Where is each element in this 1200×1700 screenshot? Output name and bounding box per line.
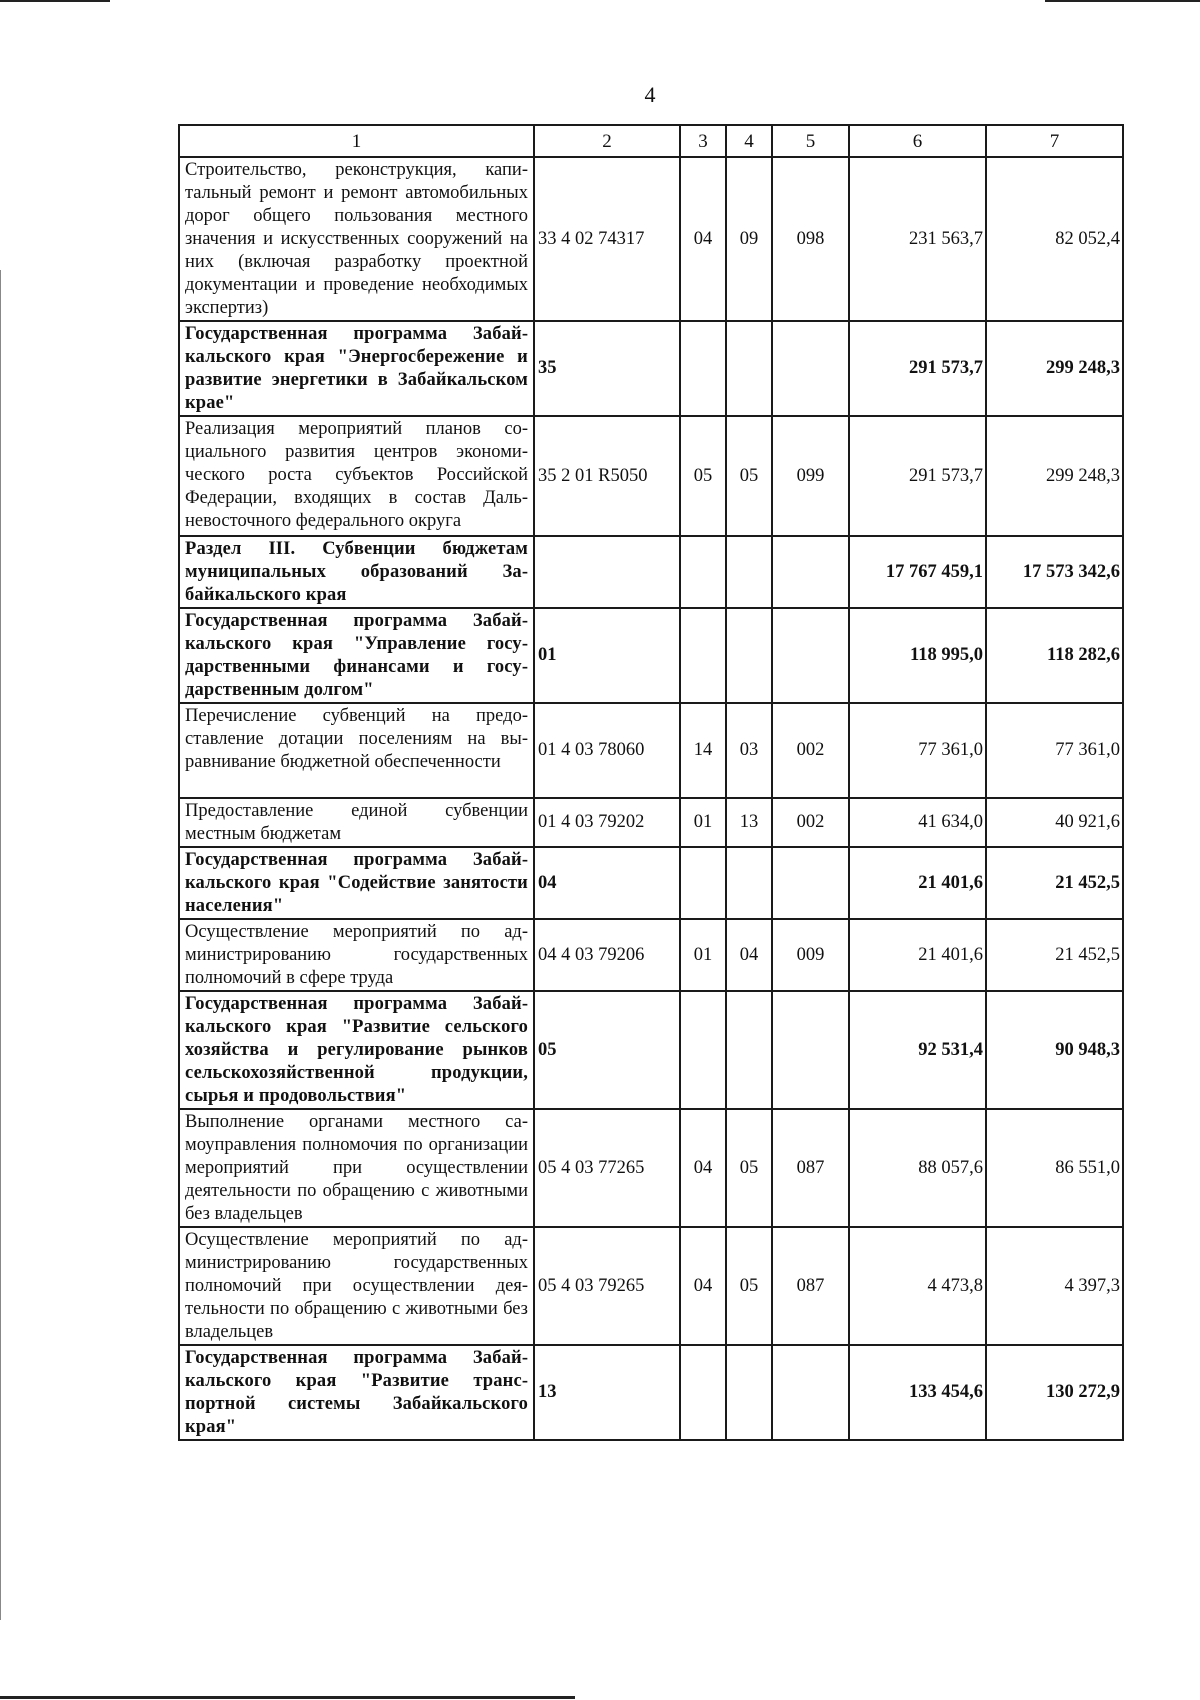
row-amount-year1-cell: 21 401,6	[849, 847, 986, 919]
table-row	[179, 1227, 1123, 1345]
row-amount-year1-cell: 291 573,7	[849, 416, 986, 536]
table-row	[179, 536, 1123, 608]
row-expense-type-cell: 002	[772, 703, 849, 798]
row-name-cell: Государственная программа Забайкальского края "Развитие транспортной системы Забайкальского края"	[179, 1345, 534, 1440]
row-name-cell: Осуществление мероприятий по администрированию государственных полномочий в сфере труда	[179, 919, 534, 991]
row-subsection-cell: 03	[726, 703, 772, 798]
row-amount-year2-cell: 17 573 342,6	[986, 536, 1123, 608]
row-expense-type-cell	[772, 608, 849, 703]
row-subsection-cell: 05	[726, 1109, 772, 1227]
row-section-cell	[680, 536, 726, 608]
row-section-cell	[680, 608, 726, 703]
row-amount-year1-cell: 291 573,7	[849, 321, 986, 416]
row-name-cell: Государственная программа Забайкальского края "Управление государственными финансами и государственным долгом"	[179, 608, 534, 703]
row-subsection-cell	[726, 847, 772, 919]
row-expense-type-cell	[772, 847, 849, 919]
row-section-cell: 04	[680, 1109, 726, 1227]
row-section-cell	[680, 991, 726, 1109]
row-section-cell: 04	[680, 157, 726, 321]
row-amount-year2-cell: 299 248,3	[986, 416, 1123, 536]
row-code-cell: 35	[534, 321, 680, 416]
row-subsection-cell: 13	[726, 798, 772, 847]
table-row	[179, 321, 1123, 416]
row-amount-year2-cell: 77 361,0	[986, 703, 1123, 798]
row-expense-type-cell	[772, 991, 849, 1109]
row-amount-year1-cell: 77 361,0	[849, 703, 986, 798]
row-expense-type-cell: 087	[772, 1227, 849, 1345]
table-row	[179, 991, 1123, 1109]
scan-artifact-bottom-left	[0, 1696, 575, 1699]
row-expense-type-cell: 098	[772, 157, 849, 321]
row-name-cell: Раздел III. Субвенции бюджетам муниципальных образований Забайкальского края	[179, 536, 534, 608]
row-section-cell: 14	[680, 703, 726, 798]
table-body	[179, 157, 1123, 1440]
row-code-cell: 13	[534, 1345, 680, 1440]
table-row	[179, 703, 1123, 798]
row-code-cell: 35 2 01 R5050	[534, 416, 680, 536]
scan-artifact-left-edge	[0, 270, 1, 1620]
table-row	[179, 1109, 1123, 1227]
row-subsection-cell: 09	[726, 157, 772, 321]
row-subsection-cell: 05	[726, 416, 772, 536]
row-name-cell: Реализация мероприятий планов социального развития центров экономического роста субъектов Российской Федерации, входящих в состав Дальневосточного федерального округа	[179, 416, 534, 536]
row-amount-year2-cell: 86 551,0	[986, 1109, 1123, 1227]
row-amount-year1-cell: 17 767 459,1	[849, 536, 986, 608]
row-subsection-cell	[726, 608, 772, 703]
table-row	[179, 847, 1123, 919]
row-section-cell: 01	[680, 798, 726, 847]
row-subsection-cell: 04	[726, 919, 772, 991]
row-amount-year1-cell: 133 454,6	[849, 1345, 986, 1440]
row-amount-year2-cell: 82 052,4	[986, 157, 1123, 321]
row-amount-year1-cell: 231 563,7	[849, 157, 986, 321]
row-amount-year1-cell: 4 473,8	[849, 1227, 986, 1345]
row-amount-year1-cell: 118 995,0	[849, 608, 986, 703]
row-expense-type-cell: 002	[772, 798, 849, 847]
row-name-cell: Выполнение органами местного самоуправления полномочия по организации мероприятий при осуществлении деятельности по обращению с животными без владельцев	[179, 1109, 534, 1227]
budget-table	[178, 124, 1124, 1441]
column-header: 5	[772, 125, 849, 157]
row-amount-year2-cell: 40 921,6	[986, 798, 1123, 847]
table-row	[179, 416, 1123, 536]
table-row	[179, 608, 1123, 703]
table-row	[179, 919, 1123, 991]
row-subsection-cell	[726, 536, 772, 608]
row-name-cell: Перечисление субвенций на предоставление дотации поселениям на выравнивание бюджетной обеспеченности	[179, 703, 534, 798]
row-expense-type-cell: 009	[772, 919, 849, 991]
row-name-cell: Государственная программа Забайкальского края "Развитие сельского хозяйства и регулирование рынков сельскохозяйственной продукции, сырья и продовольствия"	[179, 991, 534, 1109]
row-expense-type-cell	[772, 321, 849, 416]
row-section-cell: 05	[680, 416, 726, 536]
row-subsection-cell	[726, 321, 772, 416]
column-header: 2	[534, 125, 680, 157]
row-subsection-cell	[726, 991, 772, 1109]
row-section-cell	[680, 321, 726, 416]
column-header: 3	[680, 125, 726, 157]
row-expense-type-cell	[772, 1345, 849, 1440]
row-section-cell	[680, 1345, 726, 1440]
table-row	[179, 1345, 1123, 1440]
row-code-cell: 05 4 03 77265	[534, 1109, 680, 1227]
row-code-cell: 04 4 03 79206	[534, 919, 680, 991]
column-header: 1	[179, 125, 534, 157]
row-amount-year1-cell: 21 401,6	[849, 919, 986, 991]
row-code-cell: 05	[534, 991, 680, 1109]
row-code-cell: 05 4 03 79265	[534, 1227, 680, 1345]
page-number: 4	[644, 82, 656, 107]
scan-artifact-top-left	[0, 0, 110, 2]
table-header-row	[179, 125, 1123, 157]
row-expense-type-cell	[772, 536, 849, 608]
row-name-cell: Строительство, реконструкция, капитальный ремонт и ремонт автомобильных дорог общего пользования местного значения и искусственных сооружений на них (включая разработку проектной документации и проведение необходимых экспертиз)	[179, 157, 534, 321]
row-amount-year1-cell: 41 634,0	[849, 798, 986, 847]
row-code-cell	[534, 536, 680, 608]
row-code-cell: 01 4 03 78060	[534, 703, 680, 798]
row-section-cell: 01	[680, 919, 726, 991]
row-amount-year2-cell: 90 948,3	[986, 991, 1123, 1109]
row-name-cell: Предоставление единой субвенции местным бюджетам	[179, 798, 534, 847]
row-code-cell: 33 4 02 74317	[534, 157, 680, 321]
row-amount-year2-cell: 130 272,9	[986, 1345, 1123, 1440]
table-row	[179, 157, 1123, 321]
row-expense-type-cell: 099	[772, 416, 849, 536]
table-row	[179, 798, 1123, 847]
row-name-cell: Государственная программа Забайкальского края "Энергосбережение и развитие энергетики в Забайкальском крае"	[179, 321, 534, 416]
row-section-cell: 04	[680, 1227, 726, 1345]
row-code-cell: 01	[534, 608, 680, 703]
column-header: 4	[726, 125, 772, 157]
row-amount-year1-cell: 88 057,6	[849, 1109, 986, 1227]
row-expense-type-cell: 087	[772, 1109, 849, 1227]
row-subsection-cell: 05	[726, 1227, 772, 1345]
column-header: 6	[849, 125, 986, 157]
row-code-cell: 04	[534, 847, 680, 919]
row-amount-year2-cell: 21 452,5	[986, 919, 1123, 991]
row-name-cell: Осуществление мероприятий по администрированию государственных полномочий при осуществлении деятельности по обращению с животными без владельцев	[179, 1227, 534, 1345]
row-name-cell: Государственная программа Забайкальского края "Содействие занятости населения"	[179, 847, 534, 919]
row-section-cell	[680, 847, 726, 919]
row-amount-year2-cell: 4 397,3	[986, 1227, 1123, 1345]
row-subsection-cell	[726, 1345, 772, 1440]
row-code-cell: 01 4 03 79202	[534, 798, 680, 847]
scan-artifact-top-right	[1045, 0, 1200, 2]
column-header: 7	[986, 125, 1123, 157]
row-amount-year2-cell: 21 452,5	[986, 847, 1123, 919]
row-amount-year1-cell: 92 531,4	[849, 991, 986, 1109]
row-amount-year2-cell: 299 248,3	[986, 321, 1123, 416]
row-amount-year2-cell: 118 282,6	[986, 608, 1123, 703]
